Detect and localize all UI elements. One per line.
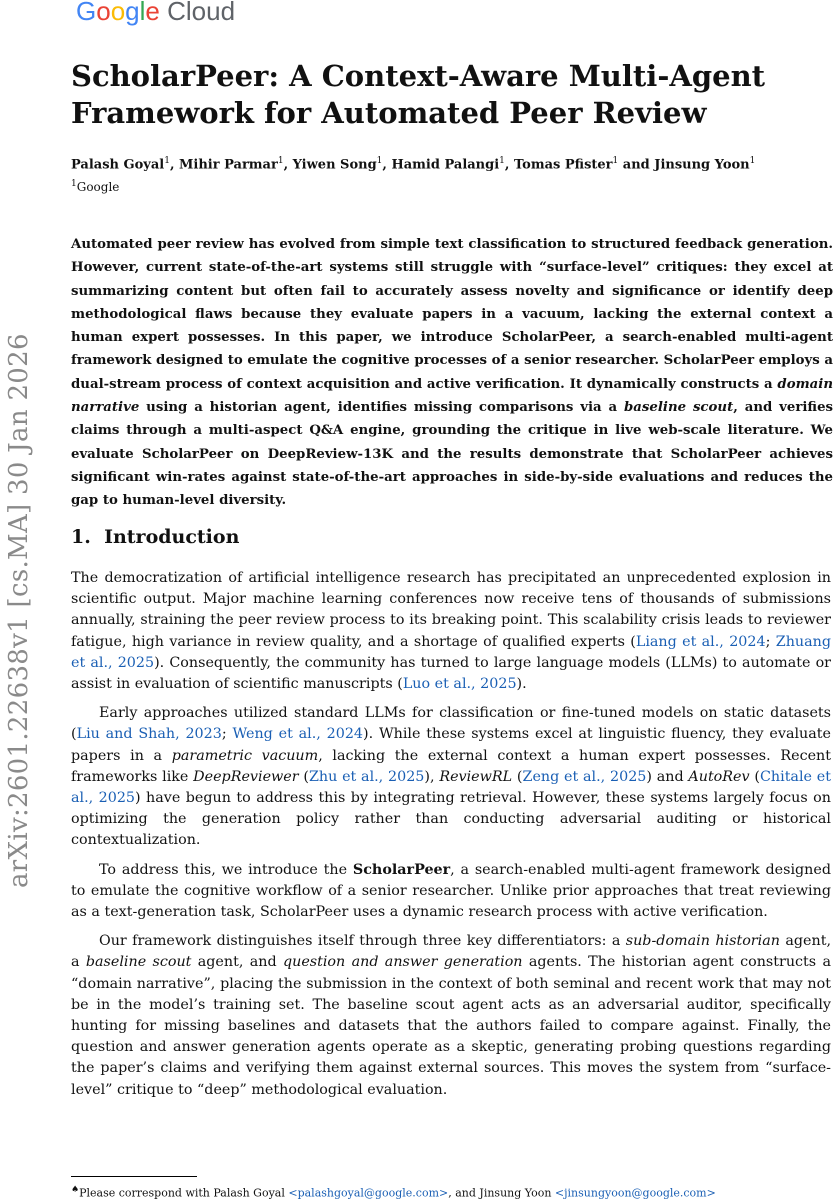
- paragraph-text: agent, and: [191, 954, 283, 971]
- arxiv-stamp-margin: [0, 0, 50, 1200]
- footnote-mark: ♠: [71, 1185, 80, 1195]
- logo-letter: o: [96, 0, 111, 26]
- paragraph-text: ) have begun to address this by integrating retrieval. However, these systems largely focus on optimizing the generation policy rather than conducting adversarial auditing or historical contextualization.: [71, 790, 831, 849]
- citation-link[interactable]: [232, 726, 363, 742]
- section-title: Introduction: [104, 526, 240, 548]
- google-cloud-logo: [76, 0, 235, 28]
- citation-author: Liang et al.,: [635, 633, 724, 650]
- citation-author: Luo et al.,: [402, 676, 476, 693]
- introduction-body: [71, 568, 831, 1109]
- intro-paragraph-1: [71, 568, 831, 695]
- citation-link[interactable]: [636, 634, 766, 650]
- footnote: [71, 1183, 716, 1201]
- citation-link[interactable]: [523, 769, 647, 785]
- citation-author: Liu and Shah,: [76, 726, 180, 743]
- paragraph-strong: ScholarPeer: [352, 861, 451, 878]
- author-name: Tomas Pfister: [513, 157, 613, 173]
- citation-year: 2025: [117, 654, 155, 671]
- citation-author: Chitale et al.,: [71, 768, 831, 807]
- author-separator: and: [618, 157, 655, 173]
- paragraph-text: ) and: [646, 768, 689, 785]
- paragraph-text: ). Consequently, the community has turned to large language models (LLMs) to automate or assist in evaluation of scientific manuscripts (: [71, 654, 832, 693]
- paragraph-text: (: [512, 768, 523, 785]
- author-affiliation-mark: 1: [277, 156, 284, 166]
- author-affiliation-mark: 1: [164, 156, 170, 166]
- author-name: Hamid Palangi: [391, 157, 500, 173]
- email-link-jinsung[interactable]: <jinsungyoon@google.com>: [554, 1186, 716, 1200]
- author-separator: ,: [283, 157, 293, 173]
- logo-letter: e: [145, 0, 160, 26]
- citation-author: Zhuang et al.,: [71, 633, 831, 671]
- paragraph-text: ). While these systems excel at linguistic fluency, they evaluate papers in a: [71, 726, 831, 764]
- abstract-emphasis: baseline scout: [624, 400, 734, 416]
- author-separator: ,: [504, 157, 514, 173]
- intro-paragraph-4: [71, 931, 831, 1101]
- abstract: [71, 233, 833, 513]
- author-name: Jinsung Yoon: [654, 157, 750, 173]
- paragraph-emphasis: DeepReviewer: [193, 768, 299, 785]
- paragraph-emphasis: question and answer generation: [282, 954, 523, 971]
- paragraph-emphasis: baseline scout: [85, 954, 192, 971]
- footnote-text: , and Jinsung Yoon: [448, 1186, 555, 1200]
- paragraph-text: Our framework distinguishes itself through three key differentiators: a: [99, 933, 626, 950]
- citation-author: Zhu et al.,: [308, 768, 384, 785]
- paragraph-emphasis: ReviewRL: [439, 768, 513, 785]
- citation-year: 2025: [388, 768, 425, 785]
- email-link-palash[interactable]: <palashgoyal@google.com>: [288, 1186, 449, 1200]
- abstract-emphasis: domain narrative: [71, 376, 833, 416]
- author-separator: ,: [382, 157, 392, 173]
- author-name: Mihir Parmar: [179, 157, 278, 173]
- paragraph-text: ;: [765, 633, 776, 650]
- abstract-text: using a historian agent, identifies missing comparisons via a: [139, 400, 624, 416]
- author-affiliation-mark: 1: [499, 156, 505, 166]
- author-list: [71, 152, 811, 174]
- paragraph-emphasis: parametric vacuum: [171, 747, 319, 764]
- citation-author: Zeng et al.,: [522, 768, 606, 785]
- logo-letter: g: [125, 0, 140, 26]
- logo-letter: G: [76, 0, 97, 26]
- intro-paragraph-3: [71, 860, 831, 924]
- citation-link[interactable]: [77, 726, 222, 742]
- affiliation-mark: 1: [71, 179, 77, 189]
- author-affiliation-mark: 1: [612, 156, 619, 166]
- paragraph-text: (: [298, 768, 309, 785]
- paragraph-text: , a search-enabled multi-agent framework designed to emulate the cognitive workflow of a senior researcher. Unlike prior approaches that treat reviewing as a text-generation task, ScholarPeer uses a dynamic research process with active verification.: [71, 861, 831, 921]
- section-number: 1.: [71, 526, 91, 548]
- paper-title: ScholarPeer: A Context-Aware Multi-Agent Framework for Automated Peer Review: [71, 59, 766, 130]
- paragraph-text: ),: [424, 768, 440, 785]
- affiliation: [71, 176, 119, 195]
- arxiv-stamp: arXiv:2601.22638v1 [cs.MA] 30 Jan 2026: [4, 333, 34, 888]
- footnote-text: Please correspond with Palash Goyal: [79, 1186, 289, 1200]
- paragraph-text: Early approaches utilized standard LLMs for classification or fine-tuned models on static datasets (: [71, 705, 831, 743]
- paragraph-text: The democratization of artificial intelligence research has precipitated an unprecedented explosion in scientific output. Major machine learning conferences now receive tens of thousands of submissions annually, straining the peer review process to its breaking point. This scalability crisis leads to reviewer fatigue, high variance in review quality, and a shortage of qualified experts (: [71, 570, 831, 650]
- citation-link[interactable]: [403, 676, 517, 692]
- citation-year: 2023: [185, 726, 222, 743]
- citation-author: Weng et al.,: [232, 726, 321, 743]
- paragraph-text: ).: [516, 676, 527, 693]
- affiliation-name: Google: [76, 180, 120, 194]
- paragraph-text: , lacking the external context a human expert possesses. Recent frameworks like: [71, 747, 831, 785]
- author-affiliation-mark: 1: [749, 156, 756, 166]
- author-name: Palash Goyal: [71, 157, 165, 173]
- citation-year: 2024: [326, 726, 364, 743]
- citation-year: 2025: [610, 768, 647, 785]
- paragraph-text: ;: [221, 726, 233, 743]
- footnote-rule: [71, 1176, 197, 1177]
- author-affiliation-mark: 1: [376, 156, 383, 166]
- paragraph-text: agent, a: [71, 933, 831, 971]
- citation-year: 2025: [98, 790, 136, 807]
- paragraph-text: (: [749, 768, 760, 785]
- intro-paragraph-2: [71, 703, 831, 851]
- logo-letter: o: [110, 0, 126, 26]
- abstract-text: , and verifies claims through a multi-aspect Q&A engine, grounding the critique in live web-scale literature. We evaluate ScholarPeer on DeepReview-13K and the results demonstrate that ScholarPeer achieves significant win-rates against state-of-the-art approaches in side-by-side evaluations and reduces the gap to human-level diversity.: [71, 400, 833, 509]
- citation-year: 2025: [480, 676, 517, 693]
- abstract-text: Automated peer review has evolved from simple text classification to structured feedback generation. However, current state-of-the-art systems still struggle with “surface-level” critiques: they excel at summarizing content but often fail to accurately assess novelty and significance or identify deep methodological flaws because they evaluate papers in a vacuum, lacking the external context a human expert possesses. In this paper, we introduce ScholarPeer, a search-enabled multi-agent framework designed to emulate the cognitive processes of a senior researcher. ScholarPeer employs a dual-stream process of context acquisition and active verification. It dynamically constructs a: [71, 237, 833, 392]
- citation-year: 2024: [729, 633, 766, 650]
- logo-cloud-word: Cloud: [167, 0, 236, 26]
- paragraph-emphasis: sub-domain historian: [625, 933, 780, 950]
- paragraph-text: To address this, we introduce the: [99, 861, 353, 878]
- citation-link[interactable]: [309, 769, 424, 785]
- author-name: Yiwen Song: [292, 157, 377, 173]
- paragraph-emphasis: AutoRev: [688, 768, 750, 785]
- logo-letter: l: [139, 0, 146, 26]
- author-separator: ,: [169, 157, 179, 173]
- paragraph-text: agents. The historian agent constructs a “domain narrative”, placing the submission in the context of both seminal and recent work that may not be in the model’s training set. The baseline scout agent acts as an adversarial auditor, specifically hunting for missing baselines and datasets that the authors failed to compare against. Finally, the question and answer generation agents operate as a skeptic, generating probing questions regarding the paper’s claims and verifying them against external sources. This moves the system from “surface-level” critique to “deep” methodological evaluation.: [71, 954, 831, 1098]
- section-heading-introduction: [71, 524, 239, 550]
